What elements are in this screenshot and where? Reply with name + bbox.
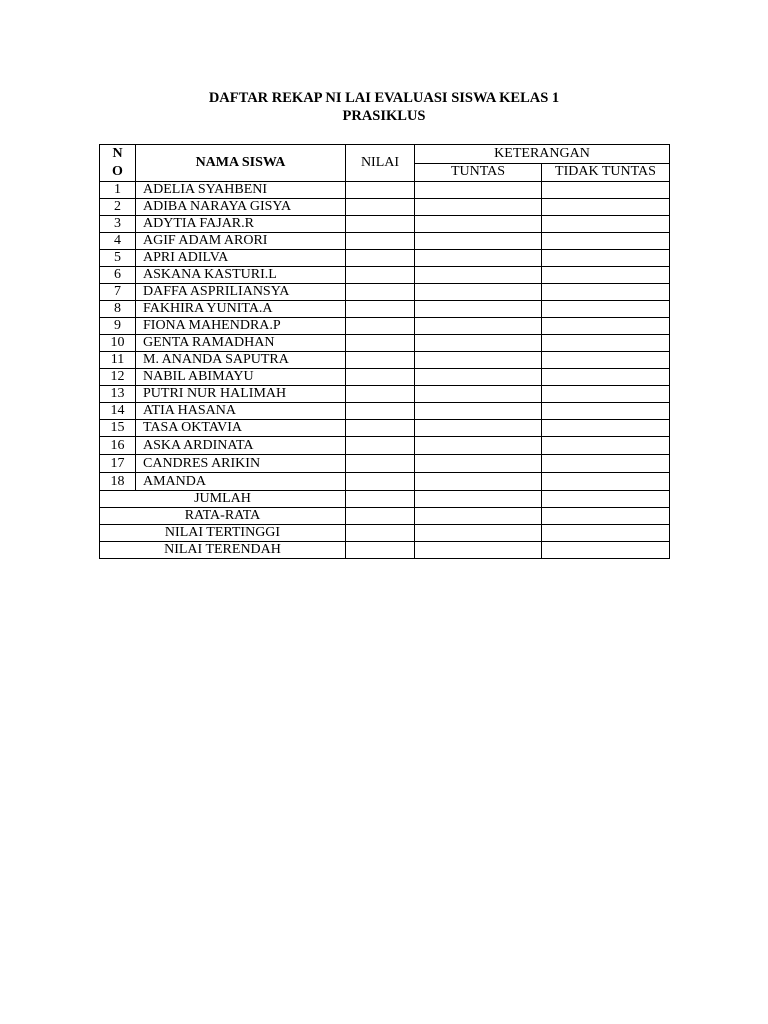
tidak-tuntas-cell [542,386,670,403]
table-row [100,182,670,199]
tuntas-cell [415,508,542,525]
student-name: ADIBA NARAYA GISYA [136,199,346,216]
tuntas-cell [415,455,542,473]
student-name: FIONA MAHENDRA.P [136,318,346,335]
table-row [100,318,670,335]
nilai-cell [346,250,415,267]
table-row [100,250,670,267]
student-no: 13 [100,386,136,403]
student-name: GENTA RAMADHAN [136,335,346,352]
student-name: ADYTIA FAJAR.R [136,216,346,233]
tidak-tuntas-cell [542,199,670,216]
student-name: ASKA ARDINATA [136,437,346,455]
student-name: NABIL ABIMAYU [136,369,346,386]
table-row [100,403,670,420]
tidak-tuntas-cell [542,369,670,386]
student-name: PUTRI NUR HALIMAH [136,386,346,403]
summary-label: RATA-RATA [100,508,346,525]
student-name: M. ANANDA SAPUTRA [136,352,346,369]
student-name: ASKANA KASTURI.L [136,267,346,284]
nilai-cell [346,369,415,386]
tidak-tuntas-cell [542,335,670,352]
tuntas-cell [415,233,542,250]
table-row [100,455,670,473]
tuntas-cell [415,525,542,542]
tidak-tuntas-cell [542,491,670,508]
tuntas-cell [415,352,542,369]
nilai-cell [346,233,415,250]
tuntas-cell [415,420,542,437]
table-row [100,386,670,403]
tidak-tuntas-cell [542,250,670,267]
student-no: 16 [100,437,136,455]
header-no [100,145,136,182]
header-no-line1: N [112,146,123,161]
nilai-cell [346,352,415,369]
tidak-tuntas-cell [542,542,670,559]
student-name: TASA OKTAVIA [136,420,346,437]
header-no-line2: O [112,164,123,179]
table-row [100,473,670,491]
student-name: AMANDA [136,473,346,491]
tuntas-cell [415,216,542,233]
student-name: FAKHIRA YUNITA.A [136,301,346,318]
tidak-tuntas-cell [542,216,670,233]
student-no: 17 [100,455,136,473]
student-no: 14 [100,403,136,420]
summary-label: NILAI TERTINGGI [100,525,346,542]
summary-row [100,491,670,508]
student-name: APRI ADILVA [136,250,346,267]
tuntas-cell [415,491,542,508]
student-no: 6 [100,267,136,284]
student-no: 8 [100,301,136,318]
table-row [100,233,670,250]
summary-label: JUMLAH [100,491,346,508]
tidak-tuntas-cell [542,318,670,335]
tuntas-cell [415,335,542,352]
header-nama-siswa: NAMA SISWA [136,145,346,182]
nilai-cell [346,301,415,318]
tuntas-cell [415,182,542,199]
header-keterangan: KETERANGAN [415,145,670,164]
tidak-tuntas-cell [542,437,670,455]
student-name: ADELIA SYAHBENI [136,182,346,199]
student-no: 11 [100,352,136,369]
student-no: 7 [100,284,136,301]
nilai-cell [346,473,415,491]
nilai-cell [346,525,415,542]
table-row [100,420,670,437]
table-row [100,335,670,352]
header-tidak-tuntas: TIDAK TUNTAS [542,163,670,182]
nilai-cell [346,199,415,216]
header-tuntas: TUNTAS [415,163,542,182]
student-name: ATIA HASANA [136,403,346,420]
tuntas-cell [415,369,542,386]
nilai-cell [346,267,415,284]
tidak-tuntas-cell [542,182,670,199]
student-name: CANDRES ARIKIN [136,455,346,473]
table-row [100,352,670,369]
tuntas-cell [415,267,542,284]
tuntas-cell [415,473,542,491]
student-no: 15 [100,420,136,437]
tuntas-cell [415,250,542,267]
tidak-tuntas-cell [542,267,670,284]
nilai-cell [346,508,415,525]
tuntas-cell [415,199,542,216]
tidak-tuntas-cell [542,233,670,250]
student-no: 4 [100,233,136,250]
table-row [100,369,670,386]
tidak-tuntas-cell [542,508,670,525]
header-nilai: NILAI [346,145,415,182]
student-no: 10 [100,335,136,352]
nilai-cell [346,216,415,233]
tuntas-cell [415,542,542,559]
student-no: 3 [100,216,136,233]
tidak-tuntas-cell [542,420,670,437]
header-row [100,145,670,164]
table-row [100,284,670,301]
tidak-tuntas-cell [542,352,670,369]
tuntas-cell [415,437,542,455]
tidak-tuntas-cell [542,525,670,542]
table-row [100,267,670,284]
tuntas-cell [415,284,542,301]
nilai-cell [346,386,415,403]
nilai-cell [346,491,415,508]
student-no: 9 [100,318,136,335]
nilai-cell [346,403,415,420]
tuntas-cell [415,318,542,335]
nilai-cell [346,284,415,301]
student-no: 12 [100,369,136,386]
student-no: 2 [100,199,136,216]
summary-row [100,525,670,542]
summary-row [100,542,670,559]
student-name: DAFFA ASPRILIANSYA [136,284,346,301]
tuntas-cell [415,403,542,420]
nilai-cell [346,182,415,199]
nilai-cell [346,455,415,473]
rekap-table [99,144,670,559]
table-row [100,216,670,233]
summary-label: NILAI TERENDAH [100,542,346,559]
nilai-cell [346,420,415,437]
tidak-tuntas-cell [542,284,670,301]
nilai-cell [346,437,415,455]
tidak-tuntas-cell [542,301,670,318]
page-title: DAFTAR REKAP NI LAI EVALUASI SISWA KELAS 1 [208,90,560,106]
tidak-tuntas-cell [542,403,670,420]
table-row [100,199,670,216]
student-name: AGIF ADAM ARORI [136,233,346,250]
nilai-cell [346,335,415,352]
tidak-tuntas-cell [542,455,670,473]
student-no: 1 [100,182,136,199]
student-no: 18 [100,473,136,491]
tuntas-cell [415,301,542,318]
tidak-tuntas-cell [542,473,670,491]
page-subtitle: PRASIKLUS [342,108,426,124]
student-no: 5 [100,250,136,267]
summary-row [100,508,670,525]
table-row [100,301,670,318]
tuntas-cell [415,386,542,403]
nilai-cell [346,318,415,335]
nilai-cell [346,542,415,559]
table-row [100,437,670,455]
